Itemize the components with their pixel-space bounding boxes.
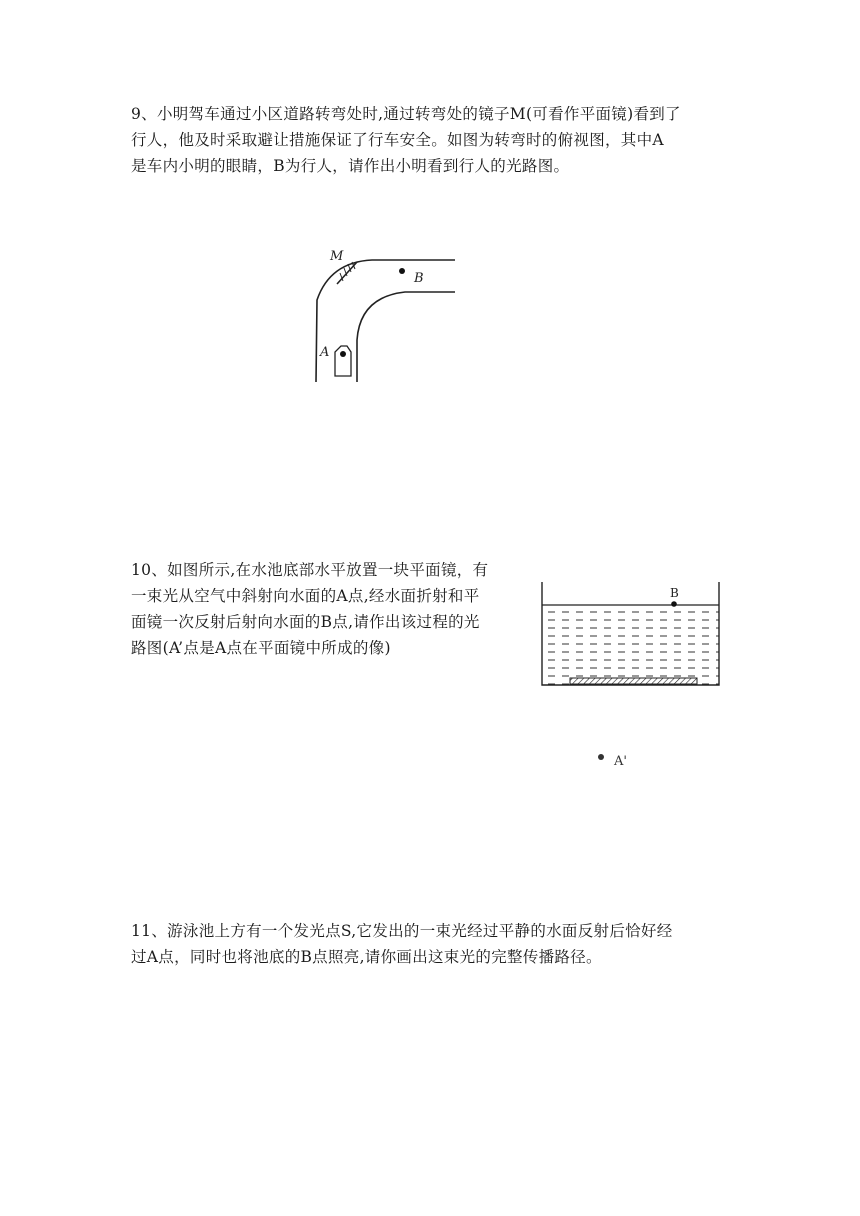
image-point-a [598,754,604,760]
eye-label: A [320,345,330,360]
mirror-label: M [330,249,344,264]
pedestrian-label: B [414,271,424,286]
point-b-label: B [670,586,679,600]
image-point-label: A' [614,754,627,769]
eye-point [340,351,346,357]
question-9-line-2: 行人，他及时采取避让措施保证了行车安全。如图为转弯时的俯视图，其中A [131,131,664,149]
question-10-line-1: 10、如图所示,在水池底部水平放置一块平面镜，有 [131,561,489,579]
question-9-line-1: 9、小明驾车通过小区道路转弯处时,通过转弯处的镜子M(可看作平面镜)看到了 [131,105,681,123]
question-11-line-2: 过A点，同时也将池底的B点照亮,请你画出这束光的完整传播路径。 [131,948,602,966]
point-b [671,601,677,607]
question-10-line-3: 面镜一次反射后射向水面的B点,请作出该过程的光 [131,613,480,631]
question-11-line-1: 11、游泳池上方有一个发光点S,它发出的一束光经过平静的水面反射后恰好经 [131,922,673,940]
question-9-text [131,101,741,179]
water-tank-figure [535,575,730,775]
question-10-text [131,557,531,661]
question-10-line-4: 路图(A’点是A点在平面镜中所成的像) [131,639,391,657]
road-corner-figure [305,240,470,390]
question-11-text [131,918,741,970]
question-9-line-3: 是车内小明的眼睛，B为行人，请作出小明看到行人的光路图。 [131,157,570,175]
car-outline [335,346,351,376]
pedestrian-point [399,268,405,274]
inner-road-edge [357,292,455,382]
bottom-mirror [570,678,697,684]
question-10-line-2: 一束光从空气中斜射向水面的A点,经水面折射和平 [131,587,480,605]
water-body [543,605,719,685]
